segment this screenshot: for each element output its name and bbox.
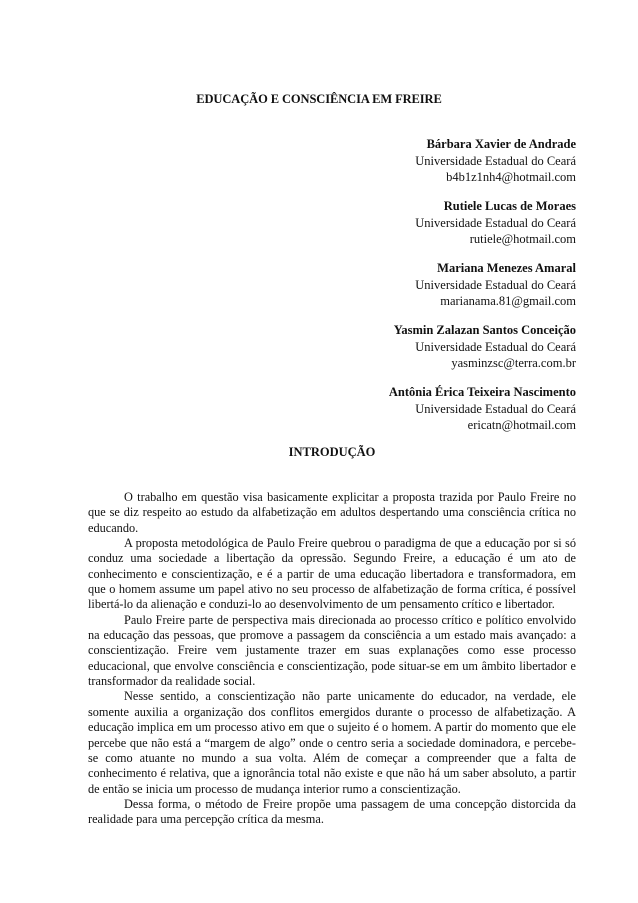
author-email: marianama.81@gmail.com (440, 294, 576, 308)
author-affiliation: Universidade Estadual do Ceará (415, 153, 576, 168)
body-text (88, 490, 576, 828)
author-block (276, 136, 576, 186)
author-name: Rutiele Lucas de Moraes (443, 199, 576, 213)
author-affiliation: Universidade Estadual do Ceará (415, 215, 576, 230)
author-block (276, 260, 576, 310)
paragraph: Paulo Freire parte de perspectiva mais direcionada ao processo crítico e político envolvido na educação das pessoas, que promove a passagem da consciência a um estado mais avançado: a conscientização. Freire vem justamente trazer em suas explanações como esse processo educacional, que envolve consciência e conscientização, pode situar-se em um âmbito libertador e transformador da realidade social. (88, 612, 576, 689)
author-block (276, 198, 576, 248)
author-email: ericatn@hotmail.com (467, 418, 576, 432)
author-affiliation: Universidade Estadual do Ceará (415, 339, 576, 354)
author-email: rutiele@hotmail.com (469, 232, 576, 246)
author-affiliation: Universidade Estadual do Ceará (415, 401, 576, 416)
paragraph: O trabalho em questão visa basicamente explicitar a proposta trazida por Paulo Freire no que se diz respeito ao estudo da alfabetização em adultos despertando uma consciência crítica no educando. (88, 490, 576, 535)
paragraph: A proposta metodológica de Paulo Freire quebrou o paradigma de que a educação por si só conduz uma sociedade a libertação da opressão. Segundo Freire, a educação é um ato de conhecimento e conscientização, e é a partir de uma educação libertadora e transformadora, em que o homem assume um papel ativo no seu processo de alfabetização de forma crítica, é possível libertá-lo da alienação e conduzi-lo ao desenvolvimento de um pensamento crítico e libertador. (88, 536, 576, 612)
paragraph: Dessa forma, o método de Freire propõe uma passagem de uma concepção distorcida da realidade para uma percepção crítica da mesma. (88, 796, 576, 827)
author-block (276, 384, 576, 434)
author-name: Mariana Menezes Amaral (437, 261, 576, 275)
author-name: Bárbara Xavier de Andrade (426, 137, 576, 151)
author-list (276, 136, 576, 446)
author-block (276, 322, 576, 372)
author-email: b4b1z1nh4@hotmail.com (446, 170, 576, 184)
author-name: Antônia Érica Teixeira Nascimento (388, 385, 576, 399)
section-heading: INTRODUÇÃO (288, 445, 376, 459)
author-email: yasminzsc@terra.com.br (451, 356, 576, 370)
document-title: EDUCAÇÃO E CONSCIÊNCIA EM FREIRE (196, 92, 442, 106)
author-name: Yasmin Zalazan Santos Conceição (393, 323, 576, 337)
author-affiliation: Universidade Estadual do Ceará (415, 277, 576, 292)
paragraph: Nesse sentido, a conscientização não parte unicamente do educador, na verdade, ele somente auxilia a organização dos conflitos emergidos durante o processo de alfabetização. A educação implica em um processo ativo em que o sujeito é o homem. A partir do momento que ele percebe que não está a “margem de algo” onde o centro seria a sociedade dominadora, e percebe-se como atuante no mundo a sua volta. Além de começar a compreender que a falta de conhecimento é relativa, que a ignorância total não existe e que não há um saber absoluto, a partir de então se inicia um processo de mudança interior rumo a conscientização. (88, 689, 576, 796)
